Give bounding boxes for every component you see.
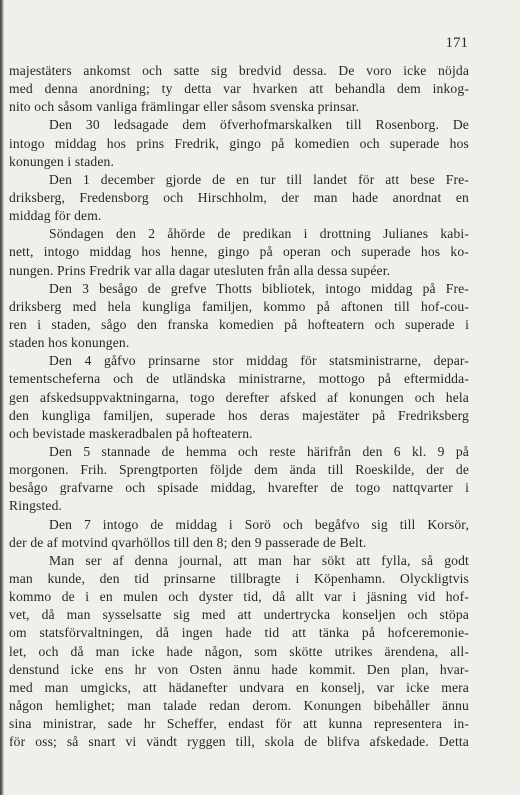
text-line: denstund icke ens hr von Osten ännu hade kommit. Den plan, hvar- bbox=[9, 661, 469, 677]
text-line: för oss; så snart vi vändt ryggen till, skola de blifva afskedade. Detta bbox=[9, 734, 469, 750]
text-line: sina ministrar, sade hr Scheffer, endast för att kunna representera in- bbox=[9, 716, 469, 732]
text-line: vet, då man sysselsatte sig med att undertrycka konseljen och stöpa bbox=[9, 607, 469, 623]
body-text bbox=[9, 62, 469, 751]
text-line: intogo middag hos prins Fredrik, gingo på komedien och superade hos bbox=[9, 135, 469, 151]
text-line: Den 30 ledsagade dem öfverhofmarskalken till Rosenborg. De bbox=[49, 117, 469, 133]
text-line: Man ser af denna journal, att man har sökt att fylla, så godt bbox=[49, 552, 469, 568]
text-line: Den 3 besågo de grefve Thotts bibliotek, intogo middag på Fre- bbox=[49, 280, 469, 296]
text-line: Den 7 intogo de middag i Sorö och begåfvo sig till Korsör, bbox=[49, 516, 469, 532]
text-line: nungen. Prins Fredrik var alla dagar utesluten från alla dessa supéer. bbox=[9, 262, 391, 278]
text-line: gen afskedsuppvaktningarna, togo derefter afsked af konungen och hela bbox=[9, 389, 469, 405]
text-line: och bevistade maskeradbalen på hofteatern. bbox=[9, 425, 253, 441]
text-line: med man umgicks, att hädanefter undvara en konselj, var icke mera bbox=[9, 679, 469, 695]
text-line: Den 1 december gjorde de en tur till landet för att bese Fre- bbox=[49, 171, 469, 187]
text-line: om statsförvaltningen, då ingen hade tid att tänka på hofceremonie- bbox=[9, 625, 469, 641]
text-line: nett, intogo middag hos henne, gingo på operan och superade hos ko- bbox=[9, 244, 469, 260]
text-line: Söndagen den 2 åhörde de predikan i drottning Julianes kabi- bbox=[49, 226, 469, 242]
text-line: morgonen. Frih. Sprengtporten följde dem ända till Roeskilde, der de bbox=[9, 462, 469, 478]
text-line: Den 4 gåfvo prinsarne stor middag för statsministrarne, depar- bbox=[49, 353, 469, 369]
text-line: tementscheferna och de utländska ministrarne, mottogo på eftermidda- bbox=[9, 371, 469, 387]
text-line: Ringsted. bbox=[9, 498, 63, 514]
text-line: driksberg, Fredensborg och Hirschholm, der man hade anordnat en bbox=[9, 189, 469, 205]
text-line: middag för dem. bbox=[9, 208, 102, 224]
text-line: konungen i staden. bbox=[9, 153, 115, 169]
text-line: let, och då man icke hade någon, som skötte utrikes ärendena, all- bbox=[9, 643, 469, 659]
text-line: man kunde, den tid prinsarne tillbragte i Köpenhamn. Olyckligtvis bbox=[9, 570, 469, 586]
page-binding-edge bbox=[0, 0, 4, 795]
text-line: staden hos konungen. bbox=[9, 335, 130, 351]
page-number: 171 bbox=[445, 35, 468, 51]
text-line: den kungliga familjen, superade hos deras majestäter på Fredriksberg bbox=[9, 407, 469, 423]
text-line: ren i staden, sågo den franska komedien på hofteatern och superade i bbox=[9, 316, 469, 332]
text-line: kommo de i en mulen och dyster tid, då allt var i jäsning vid hof- bbox=[9, 589, 469, 605]
text-line: besågo grafvarne och spisade middag, hvarefter de togo nattqvarter i bbox=[9, 480, 469, 496]
text-line: nito och såsom vanliga främlingar eller såsom svenska prinsar. bbox=[9, 99, 360, 115]
text-line: med denna anordning; ty detta var hvarken att behandla dem inkog- bbox=[9, 81, 469, 97]
text-line: driksberg med hela kungliga familjen, kommo på aftonen till hof-cou- bbox=[9, 298, 469, 314]
text-line: der de af motvind qvarhöllos till den 8; den 9 passerade de Belt. bbox=[9, 534, 367, 550]
text-line: majestäters ankomst och satte sig bredvid dessa. De voro icke nöjda bbox=[9, 63, 469, 78]
text-line: någon hemlighet; man talade redan derom. Konungen bibehåller ännu bbox=[9, 697, 469, 713]
text-line: Den 5 stannade de hemma och reste härifrån den 6 kl. 9 på bbox=[49, 443, 469, 459]
